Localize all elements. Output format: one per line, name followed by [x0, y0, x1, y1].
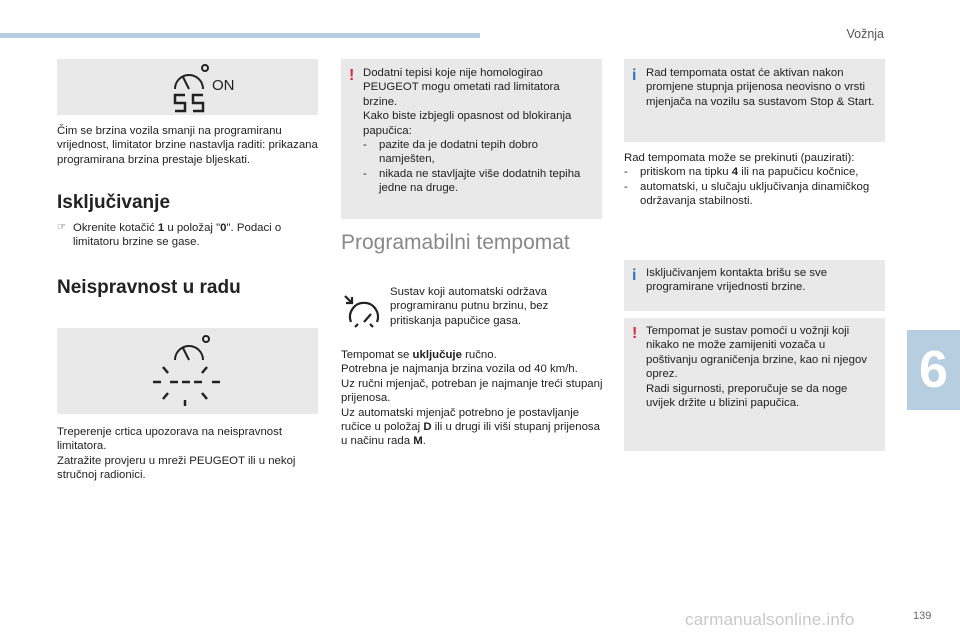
- chapter-tab: 6: [907, 330, 960, 410]
- cruise-intro: Sustav koji automatski održava programiranu putnu brzinu, bez pritiskanja papučice gasa.: [390, 286, 549, 327]
- heading-switch-off: Isključivanje: [57, 192, 171, 213]
- switch-off-instruction: ☞ Okrenite kotačić 1 u položaj "0". Podaci o limitatoru brzine se gase.: [57, 221, 319, 250]
- warning-box-floor-mats: [341, 59, 602, 219]
- info-icon: i: [632, 67, 637, 84]
- cruise-control-icon: [341, 292, 383, 332]
- info-stop-start-text: Rad tempomata ostat će aktivan nakon promjene stupnja prijenosa neovisno o vrsti mjenjača na vozilu sa sustavom Stop & Start.: [646, 67, 875, 108]
- cruise-activation-text: Tempomat se uključuje ručno. Potrebna je najmanja brzina vozila od 40 km/h. Uz ručni mjenjač, potreban je najmanje treći stupanj prijenosa. Uz automatski mjenjač potrebno je postavljanje ručice u položaj D ili u drugi ili viši stupanj prijenosa u načinu rada M.: [341, 349, 603, 448]
- warning-driver-aid-text: Tempomat je sustav pomoći u vožnji koji nikako ne može zamijeniti vozača u poštivanju ograničenja brzine, kao ni njegov oprez. Radi sigurnosti, preporučuje se da noge uvijek držite u blizini papučica.: [646, 325, 867, 410]
- malfunction-text: Treperenje crtica upozorava na neispravnost limitatora. Zatražite provjeru u mreži PEUGEOT ili u nekoj stručnoj radionici.: [57, 426, 296, 482]
- on-label: ON: [212, 77, 235, 94]
- list-item: - automatski, u slučaju uključivanja dinamičkog održavanja stabilnosti.: [624, 180, 886, 209]
- page-number: 139: [913, 610, 932, 622]
- list-item: - pritiskom na tipku 4 ili na papučicu kočnice,: [624, 165, 886, 179]
- pause-text: Rad tempomata može se prekinuti (pauzirati): - pritiskom na tipku 4 ili na papučicu kočnice, - automatski, u slučaju uključivanja dinamičkog održavanja stabilnosti.: [624, 151, 886, 209]
- warning-icon: !: [349, 67, 355, 84]
- section-title: Vožnja: [846, 27, 884, 41]
- info-icon: i: [632, 267, 637, 284]
- info-ignition-off-text: Isključivanjem kontakta brišu se sve programirane vrijednosti brzine.: [646, 267, 828, 294]
- warning-icon: !: [632, 325, 638, 342]
- warning-box-driver-aid: [624, 318, 885, 451]
- watermark: carmanualsonline.info: [685, 610, 855, 629]
- malfunction-illustration: [57, 328, 318, 414]
- speedometer-dashes-icon: [57, 328, 318, 414]
- warning-floor-mats-text: Dodatni tepisi koje nije homologirao PEUGEOT mogu ometati rad limitatora brzine. Kako biste izbjegli opasnost od blokiranja papučica: - pazite da je dodatni tepih dobro namješten, - nikada ne stavljajte više dodatnih tepiha jedne na druge.: [363, 66, 593, 196]
- heading-malfunction: Neispravnost u radu: [57, 277, 241, 298]
- speed-limiter-on-illustration: [57, 59, 318, 115]
- info-box-ignition-off: [624, 260, 885, 311]
- list-item: - pazite da je dodatni tepih dobro namješten,: [363, 138, 593, 167]
- speedometer-on-icon: [57, 59, 318, 115]
- list-item: - nikada ne stavljajte više dodatnih tepiha jedne na druge.: [363, 167, 593, 196]
- info-box-stop-start: [624, 59, 885, 142]
- top-accent-bar: [0, 33, 480, 38]
- heading-cruise-control: Programabilni tempomat: [341, 231, 570, 254]
- speed-reached-paragraph: Čim se brzina vozila smanji na programiranu vrijednost, limitator brzine nastavlja raditi: prikazana programirana brzina prestaje bljeskati.: [57, 125, 318, 166]
